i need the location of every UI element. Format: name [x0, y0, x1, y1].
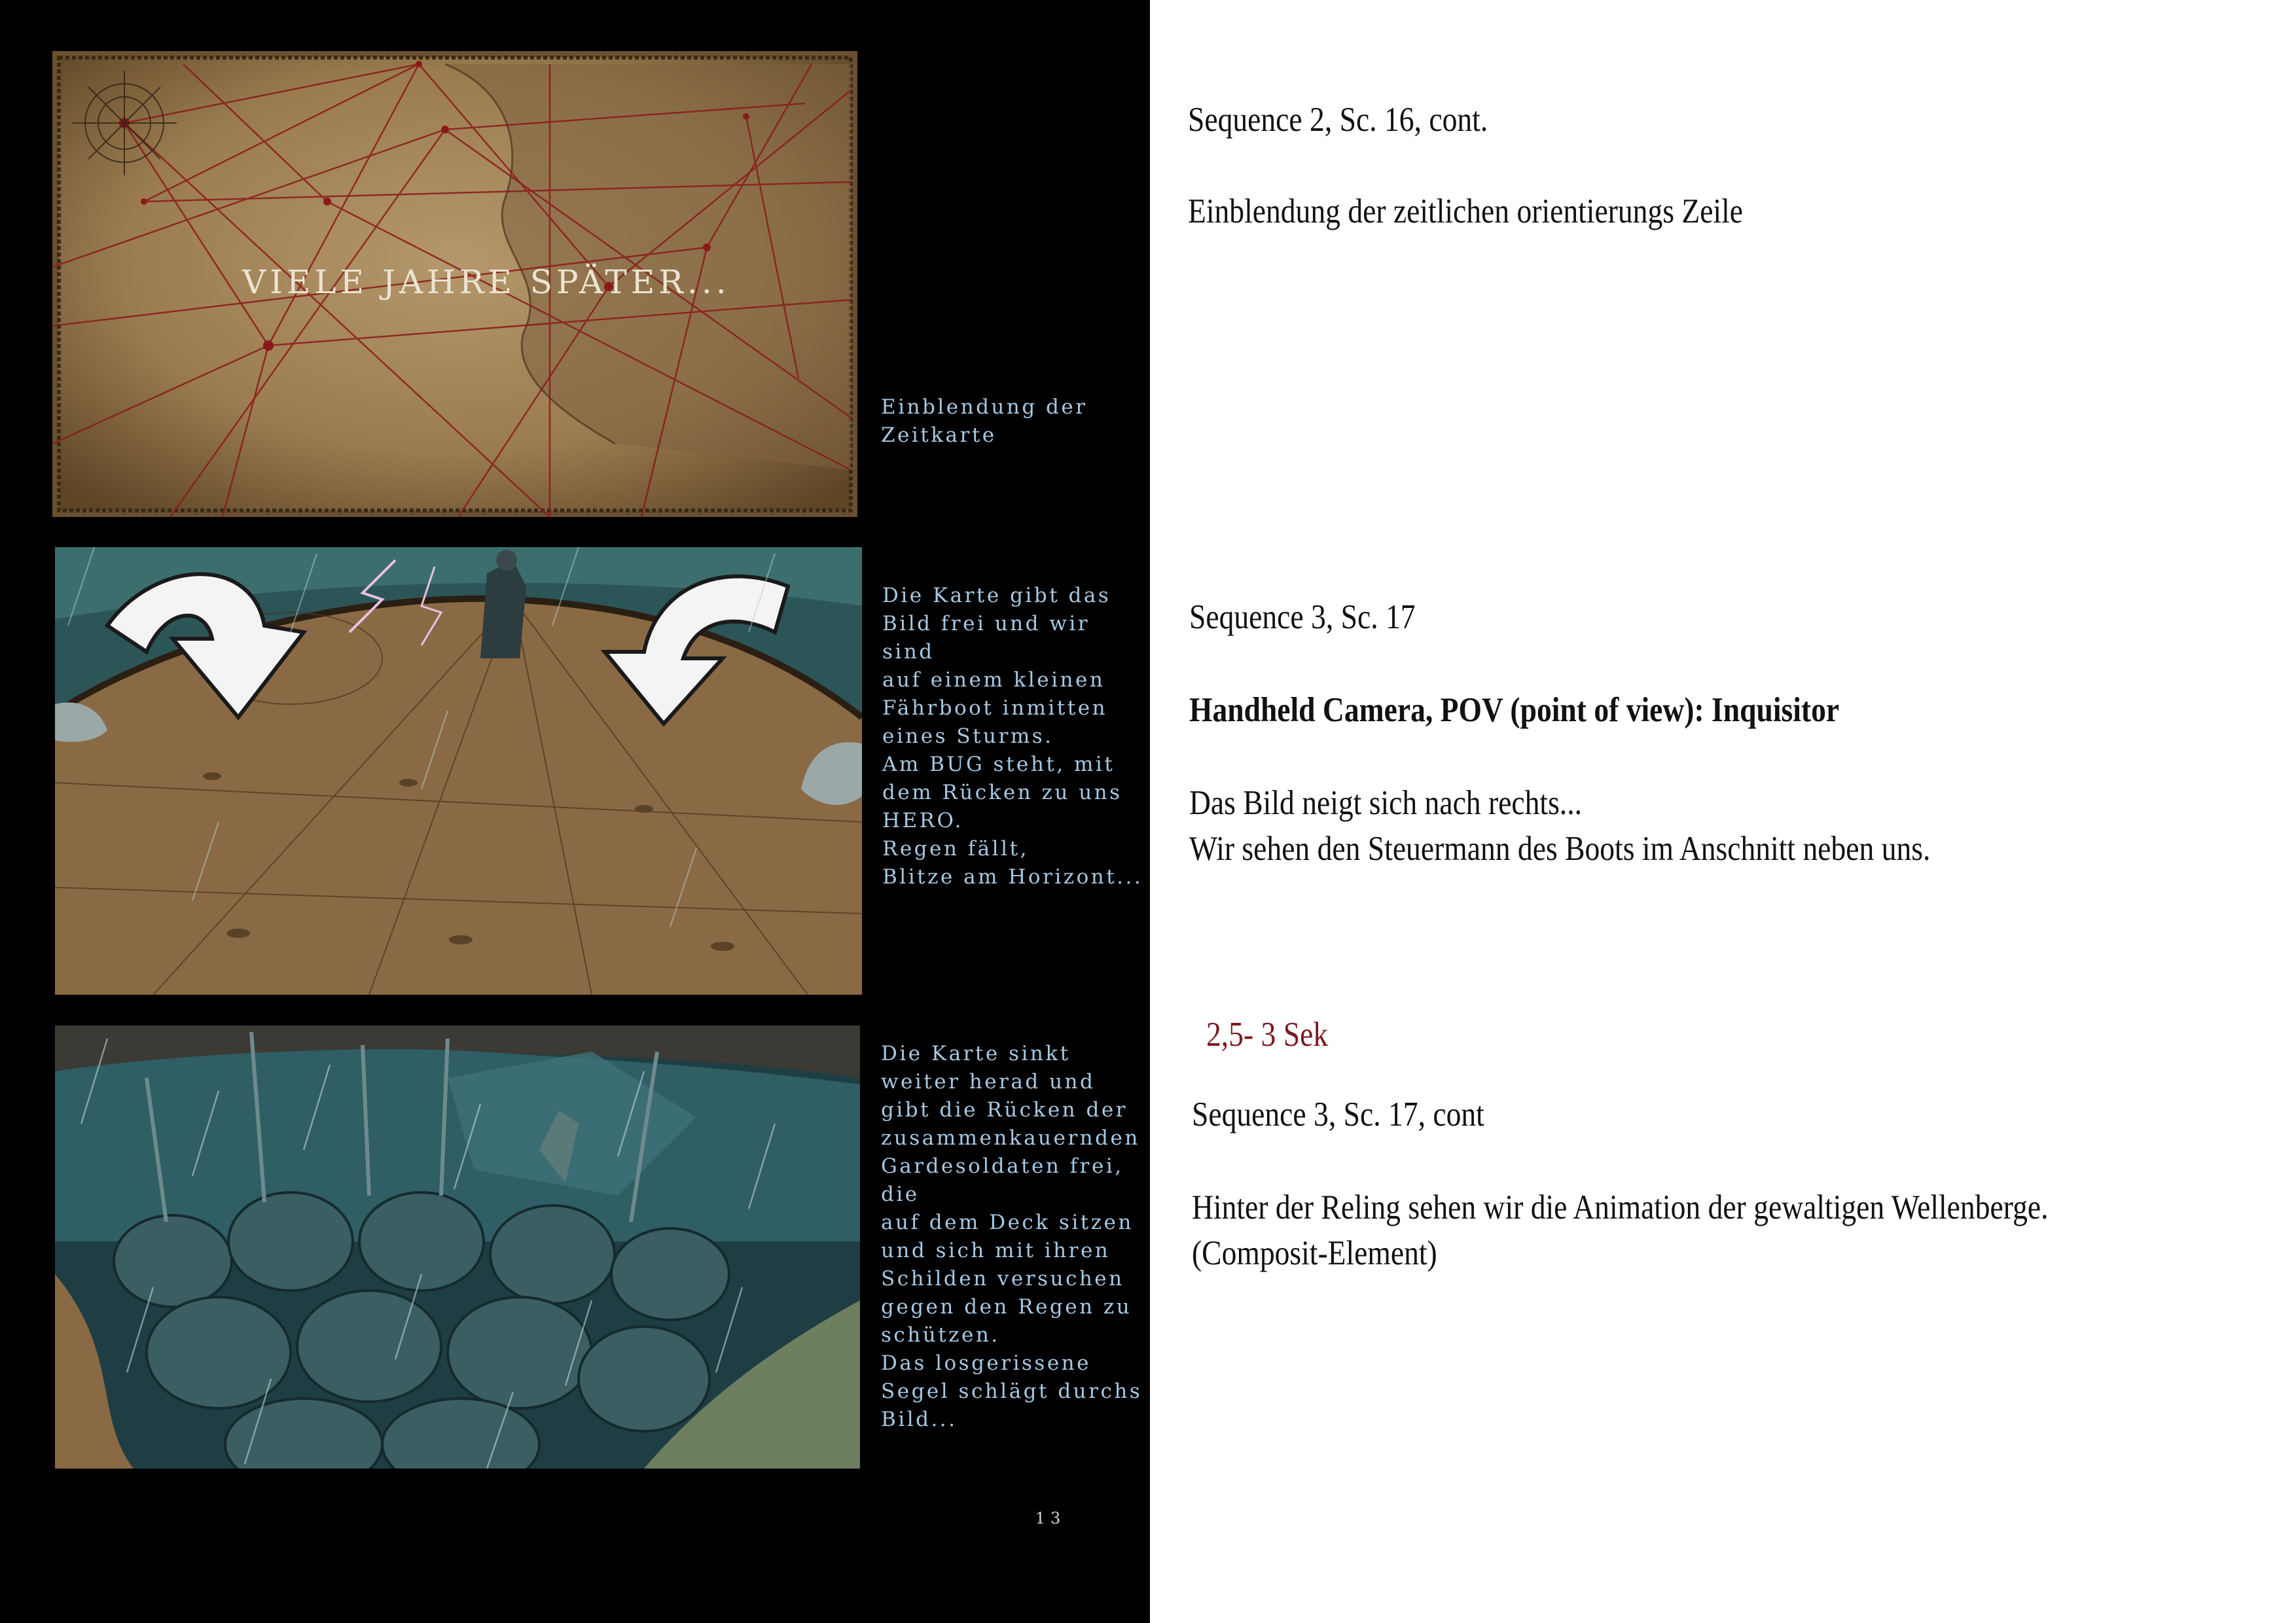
panel-2-caption: Die Karte gibt das Bild frei und wir sind auf einem kleinen Fährboot inmitten eines Sturms. Am BUG steht, mit dem Rücken zu uns HERO. Regen fällt, Blitze am Horizont...: [882, 584, 1143, 889]
panel-1-caption: Einblendung der Zeitkarte: [881, 395, 1088, 447]
storyboard-notes-page: [1150, 0, 2296, 1623]
hero-figure: [480, 560, 526, 658]
map-overlay-title: VIELE JAHRE SPÄTER...: [242, 263, 730, 301]
deck-illustration: [55, 547, 862, 995]
soldiers-illustration: [55, 1026, 860, 1469]
scene-17-cont-line-1: Hinter der Reling sehen wir die Animation der gewaltigen Wellenberge.: [1192, 1188, 2049, 1226]
page-number: 13: [1035, 1509, 1066, 1527]
scene-17-cont-line-2: (Composit-Element): [1192, 1234, 1437, 1272]
panel-3-caption: Die Karte sinkt weiter herad und gibt die Rücken der zusammenkauernden Gardesoldaten frei, die auf dem Deck sitzen und sich mit ihren Schilden versuchen gegen den Regen zu schützen. Das losgerissene Segel schlägt durchs Bild...: [881, 1042, 1143, 1431]
storyboard-panel-3-soldiers: [55, 1026, 860, 1469]
scene-16-heading: Sequence 2, Sc. 16, cont.: [1188, 101, 1488, 139]
scene-17-line-1: Das Bild neigt sich nach rechts...: [1189, 784, 1582, 822]
map-illustration: [52, 51, 857, 517]
scene-17-cont-duration: 2,5- 3 Sek: [1206, 1016, 1329, 1054]
storyboard-panel-1-map: [52, 51, 857, 517]
scene-17-line-2: Wir sehen den Steuermann des Boots im Anschnitt neben uns.: [1189, 830, 1931, 868]
scene-17-heading: Sequence 3, Sc. 17: [1189, 598, 1416, 636]
scene-17-cont-heading: Sequence 3, Sc. 17, cont: [1192, 1096, 1484, 1133]
scene-17-camera: Handheld Camera, POV (point of view): Inquisitor: [1189, 691, 1840, 729]
scene-16-text: Einblendung der zeitlichen orientierungs Zeile: [1188, 192, 1744, 230]
storyboard-panel-2-deck: [55, 547, 862, 995]
